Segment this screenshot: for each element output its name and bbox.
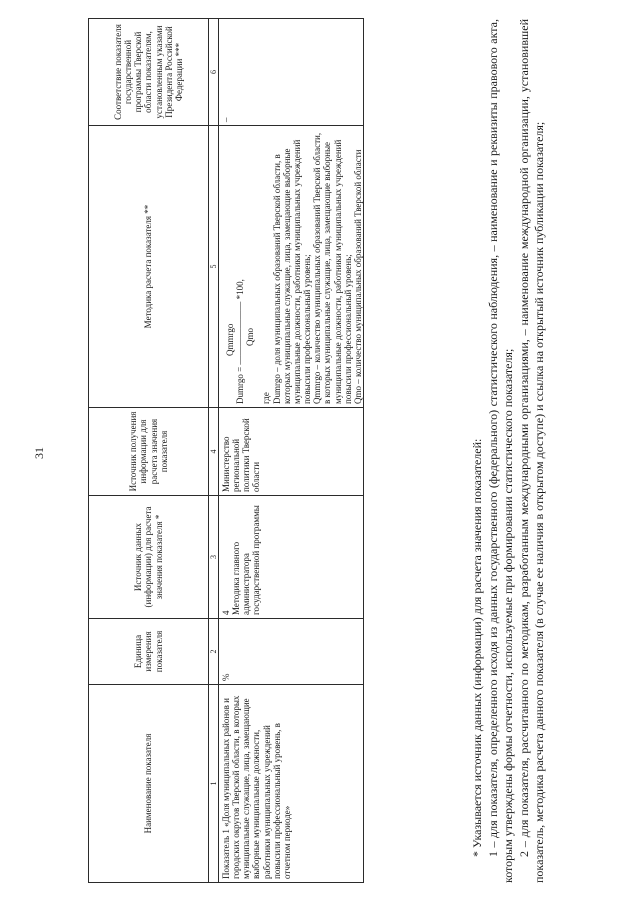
header-cell: Источник данных (информации) для расчета значения показателя * <box>89 496 209 619</box>
footnotes <box>470 19 548 883</box>
definition-dumrgo: Dumrgo – доля муниципальных образований Тверской области, в которых муниципальные служащие, лица, замещающие выборные муниципальные должности, работники муниципальных учреждений повысили профессиональный уровень; <box>271 139 313 404</box>
column-number: 3 <box>209 496 219 619</box>
data-source-number: 4 <box>221 610 231 615</box>
table-header-row <box>89 19 209 883</box>
info-source-cell: Министерство региональной политики Тверской области <box>219 408 364 496</box>
header-cell: Наименование показателя <box>89 685 209 883</box>
column-number: 6 <box>209 19 219 126</box>
definition-qmmrgo: Qmmrgo – количество муниципальных образований Тверской области, в которых муниципальные служащие, лица, замещающие выборные муниципальные должности, работники муниципальных учреждений повысили профессиональный уровень; <box>312 132 353 404</box>
column-number: 5 <box>209 126 219 408</box>
data-source-cell <box>219 496 364 619</box>
footnote-item-1: 1 – для показателя, определенного исходя из данных государственного (федерального) статистического наблюдения, – наименование и реквизиты правового акта, которым утверждены формы отчетности, используемые при формировании статистического показателя; <box>485 19 516 883</box>
where-label: где <box>261 392 272 404</box>
page-number: 31 <box>32 447 46 459</box>
unit-cell: % <box>219 619 364 685</box>
methodology-cell <box>219 126 364 408</box>
compliance-cell: – <box>219 19 364 126</box>
formula-equation: Dumrgo = ——————— *100, <box>235 279 246 404</box>
footnote-lead: * Указывается источник данных (информации) для расчета значения показателей: <box>470 438 484 857</box>
column-number-row <box>209 19 219 883</box>
header-cell: Соответствие показателя государственной программы Тверской области показателям, установленным указами Президента Российской Федерации *** <box>89 19 209 126</box>
formula-denominator: Qmo <box>245 328 256 346</box>
footnote-item-2: 2 – для показателя, рассчитанного по методикам, разработанным международными организациями, – наименование международной организации, установившей показатель, методика расчета данного показателя (в случае ее наличия в открытом доступе) и ссылка на открытый источник публикации показателя; <box>516 19 547 883</box>
header-cell: Единица измерения показателя <box>89 619 209 685</box>
indicator-table <box>88 18 364 883</box>
data-source-text: Методика главного администратора государственной программы <box>231 505 262 615</box>
column-number: 4 <box>209 408 219 496</box>
formula-numerator: Qmmrgo <box>225 323 235 356</box>
indicator-name: Показатель 1 «Доля муниципальных районов и городских округов Тверской области, в которых муниципальные служащие, лица, замещающие выборные муниципальные должности, работники муниципальных учреждений повысили профессиональный уровень, в отчетном периоде» <box>219 685 364 883</box>
column-number: 2 <box>209 619 219 685</box>
column-number: 1 <box>209 685 219 883</box>
table-row <box>219 19 364 883</box>
header-cell: Методика расчета показателя ** <box>89 126 209 408</box>
header-cell: Источник получения информации для расчета значения показателя <box>89 408 209 496</box>
definition-qmo: Qmo – количество муниципальных образований Тверской области <box>352 149 363 404</box>
formula <box>225 129 255 404</box>
